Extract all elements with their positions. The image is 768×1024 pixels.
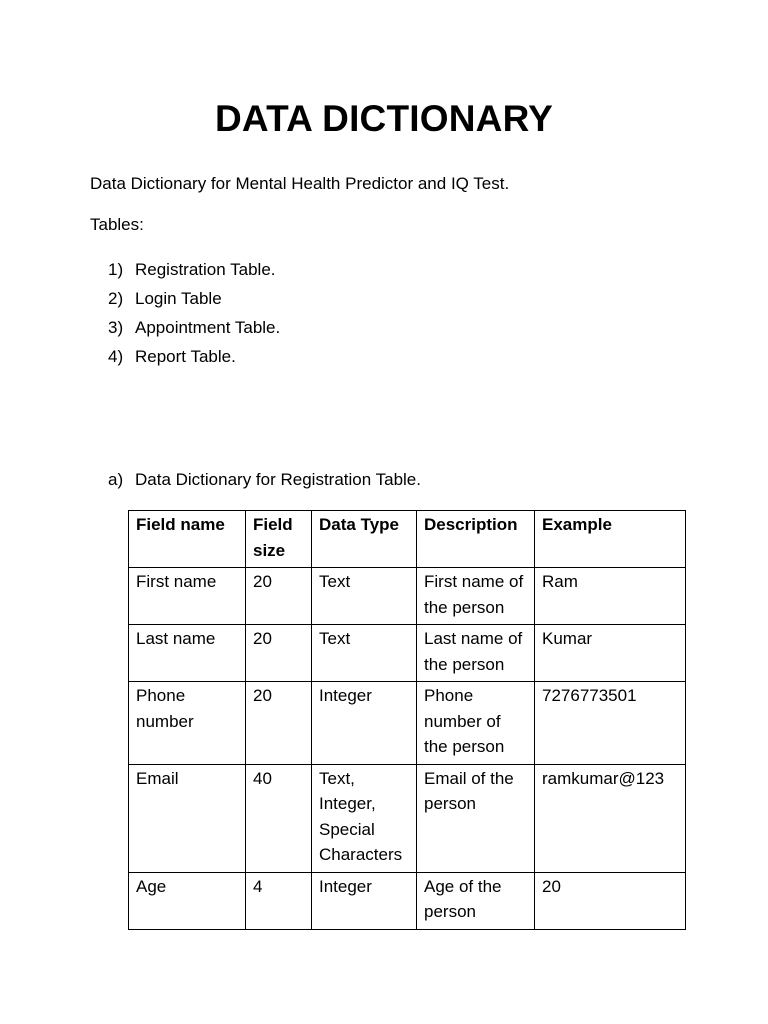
list-number: 4) <box>108 347 124 366</box>
list-item-label: Login Table <box>135 289 222 308</box>
cell-field-size: 20 <box>246 568 312 625</box>
cell-field-size: 4 <box>246 872 312 929</box>
column-header-field-name: Field name <box>129 511 246 568</box>
table-row <box>129 625 686 682</box>
section-heading <box>108 470 421 490</box>
list-number: 3) <box>108 318 124 337</box>
cell-field-name: Email <box>129 764 246 872</box>
column-header-field-size: Field size <box>246 511 312 568</box>
cell-field-size: 40 <box>246 764 312 872</box>
table-list <box>108 258 280 374</box>
list-item <box>108 345 280 374</box>
list-number: 2) <box>108 289 124 308</box>
cell-example: 20 <box>535 872 686 929</box>
cell-data-type: Text <box>312 625 417 682</box>
table-row <box>129 682 686 765</box>
cell-data-type: Integer <box>312 872 417 929</box>
section-number: a) <box>108 470 124 489</box>
cell-description: Email of the person <box>417 764 535 872</box>
list-item-label: Report Table. <box>135 347 236 366</box>
section-heading-label: Data Dictionary for Registration Table. <box>135 470 421 489</box>
cell-field-name: Age <box>129 872 246 929</box>
column-header-description: Description <box>417 511 535 568</box>
cell-data-type: Text <box>312 568 417 625</box>
table-row <box>129 872 686 929</box>
cell-example: ramkumar@123 <box>535 764 686 872</box>
cell-field-name: First name <box>129 568 246 625</box>
table-row <box>129 764 686 872</box>
page-title: DATA DICTIONARY <box>214 98 554 139</box>
table-row <box>129 568 686 625</box>
list-item <box>108 316 280 345</box>
cell-description: First name of the person <box>417 568 535 625</box>
cell-example: Ram <box>535 568 686 625</box>
list-item-label: Registration Table. <box>135 260 276 279</box>
cell-field-name: Phone number <box>129 682 246 765</box>
list-item <box>108 258 280 287</box>
cell-field-size: 20 <box>246 682 312 765</box>
cell-data-type: Integer <box>312 682 417 765</box>
list-number: 1) <box>108 260 124 279</box>
cell-description: Last name of the person <box>417 625 535 682</box>
column-header-example: Example <box>535 511 686 568</box>
cell-field-size: 20 <box>246 625 312 682</box>
cell-description: Phone number of the person <box>417 682 535 765</box>
cell-example: Kumar <box>535 625 686 682</box>
column-header-data-type: Data Type <box>312 511 417 568</box>
cell-example: 7276773501 <box>535 682 686 765</box>
registration-data-dictionary-table <box>128 510 686 930</box>
cell-field-name: Last name <box>129 625 246 682</box>
table-header-row <box>129 511 686 568</box>
tables-label: Tables: <box>90 215 144 234</box>
intro-text: Data Dictionary for Mental Health Predictor and IQ Test. <box>90 174 510 193</box>
cell-description: Age of the person <box>417 872 535 929</box>
list-item-label: Appointment Table. <box>135 318 281 337</box>
list-item <box>108 287 280 316</box>
cell-data-type: Text, Integer, Special Characters <box>312 764 417 872</box>
